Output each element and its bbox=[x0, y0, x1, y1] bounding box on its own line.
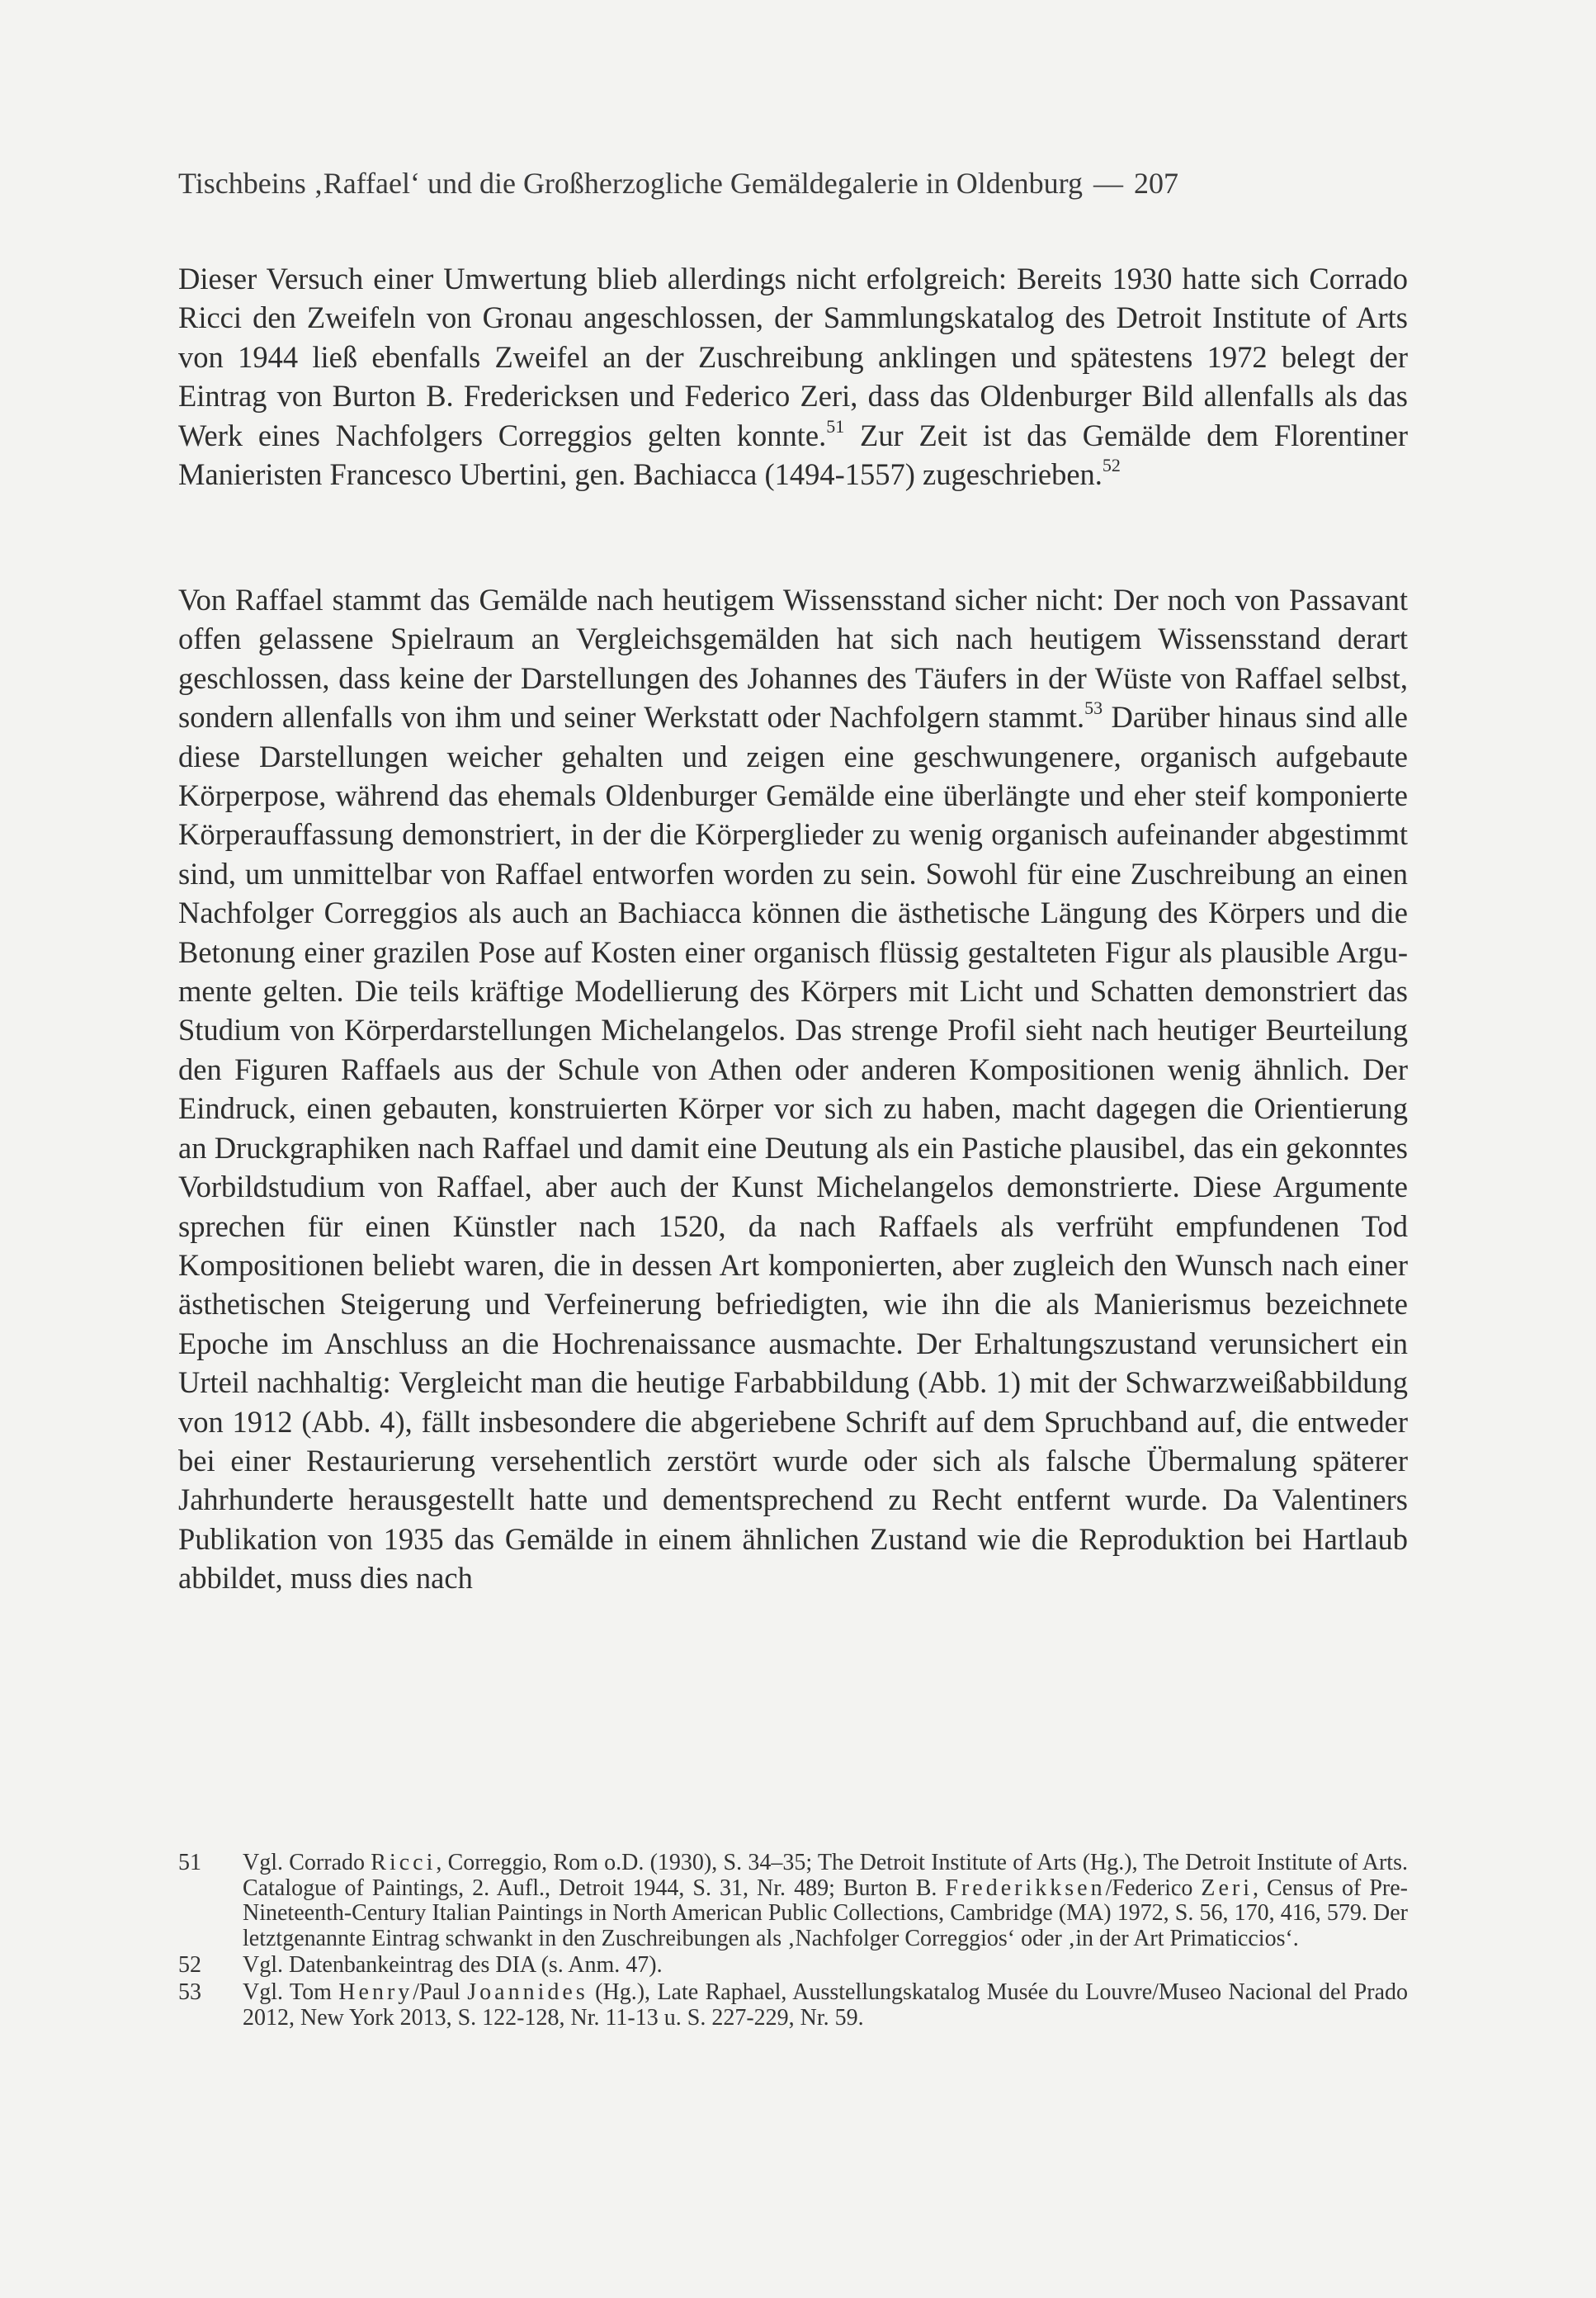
footnote-number: 51 bbox=[178, 1850, 201, 1875]
footnote-reference: 51 bbox=[826, 415, 845, 437]
footnote-53 bbox=[178, 1980, 1408, 2031]
running-head bbox=[178, 163, 1408, 203]
footnote-text-part: /Paul bbox=[413, 1979, 468, 2005]
footnote-text-part: Vgl. Corrado bbox=[243, 1850, 371, 1875]
paragraph-segment: Von Raffael stammt das Gemälde nach heutigem Wissensstand sicher nicht: Der noch von Passavant offen gelassene Spielraum an Vergleichsgemälden hat sich nach heutigem Wissensstand derart geschlossen, dass keine der Darstellungen des Johannes des Täufers in der Wüste von Raffael selbst, sondern allenfalls von ihm und seiner Werkstatt oder Nachfolgern stammt. bbox=[178, 583, 1408, 735]
author-name-spaced: Frederikksen bbox=[945, 1875, 1106, 1901]
footnote-text bbox=[243, 1851, 1408, 1951]
footnote-text bbox=[243, 1980, 1408, 2031]
footnote-text-part: Vgl. Datenbankeintrag des DIA (s. Anm. 47). bbox=[243, 1952, 663, 1979]
paragraph-segment: Zur Zeit ist das Gemälde dem Florentiner Manieristen Francesco Ubertini, gen. Bachiacca (1494-1557) zugeschrieben. bbox=[178, 418, 1409, 492]
footnote-number: 53 bbox=[178, 1979, 201, 2005]
running-head-title: Tischbeins ‚Raffael‘ und die Großherzogliche Gemäldegalerie in Oldenburg bbox=[178, 167, 1084, 200]
page-number: 207 bbox=[1134, 167, 1179, 200]
footnote-reference: 53 bbox=[1084, 697, 1103, 719]
footnotes-section bbox=[178, 1851, 1408, 2032]
author-name-spaced: Henry bbox=[338, 1979, 413, 2005]
footnote-text bbox=[243, 1953, 1408, 1979]
author-name-spaced: Zeri bbox=[1201, 1875, 1254, 1901]
paragraph-segment: Dieser Versuch einer Umwertung blieb allerdings nicht erfolgreich: Bereits 1930 hatte sich Corrado Ricci den Zweifeln von Gronau angeschlossen, der Sammlungskatalog des Detroit Institute of Arts von 1944 ließ ebenfalls Zweifel an der Zuschreibung anklingen und spätestens 1972 belegt der Eintrag von Burton B. Fredericksen und Federico Zeri, dass das Oldenburger Bild allenfalls als das Werk eines Nachfolgers Correggios gelten konnte. bbox=[178, 262, 1408, 452]
footnote-text-part: Vgl. Tom bbox=[243, 1979, 339, 2005]
footnote-text-part: /Federico bbox=[1105, 1875, 1202, 1901]
footnote-reference: 52 bbox=[1102, 455, 1121, 476]
author-name-spaced: Joannides bbox=[467, 1979, 588, 2005]
body-paragraph-1 bbox=[178, 259, 1408, 494]
paragraph-segment: Darüber hinaus sind alle diese Darstellungen weicher gehalten und zeigen eine geschwungenere, organisch aufgebaute Körperpose, während das ehemals Oldenburger Gemälde eine überlängte und eher steif komponierte Körperauffassung demonstriert, in der die Körperglieder zu wenig organisch aufeinander abgestimmt sind, um unmittelbar von Raffael entworfen worden zu sein. Sowohl für eine Zuschreibung an einen Nachfolger Correggios als auch an Bachiacca können die ästhetische Längung des Körpers und die Betonung einer grazilen Pose auf Kosten einer organisch flüssig gestalteten Figur als plausible Argumente gelten. Die teils kräftige Modellierung des Körpers mit Licht und Schatten demonstriert das Studium von Körperdarstellungen Michelangelos. Das strenge Profil sieht nach heutiger Beurteilung den Figuren Raffaels aus der Schule von Athen oder anderen Kompositionen wenig ähnlich. Der Eindruck, einen gebauten, konstruierten Körper vor sich zu haben, macht dagegen die Orientierung an Druckgraphiken nach Raffael und damit eine Deutung als ein Pastiche plausibel, das ein gekonntes Vorbildstudium von Raffael, aber auch der Kunst Michelangelos demonstrierte. Diese Argumente sprechen für einen Künstler nach 1520, da nach Raffaels als verfrüht empfundenen Tod Kompositionen beliebt waren, die in dessen Art komponierten, aber zugleich den Wunsch nach einer ästhetischen Steigerung und Verfeinerung befriedigten, wie ihn die als Manierismus bezeichnete Epoche im Anschluss an die Hochrenaissance ausmachte. Der Erhaltungszustand verunsichert ein Urteil nachhaltig: Vergleicht man die heutige Farbabbildung (Abb. 1) mit der Schwarzweißabbildung von 1912 (Abb. 4), fällt insbesondere die abgeriebene Schrift auf dem Spruchband auf, die entweder bei einer Restaurierung versehentlich zerstört wurde oder sich als falsche Übermalung späterer Jahrhunderte herausgestellt hatte und dementsprechend zu Recht entfernt wurde. Da Valentiners Publikation von 1935 das Gemälde in einem ähnlichen Zustand wie die Reproduktion bei Hartlaub abbildet, muss dies nach bbox=[178, 700, 1408, 1596]
footnote-text-part: (Hg.), Late Raphael, Ausstellungskatalog Musée du Louvre/Museo Nacional del Prado 2012, New York 2013, S. 122-128, Nr. 11-13 u. S. 227-229, Nr. 59. bbox=[243, 1979, 1409, 2031]
footnote-51 bbox=[178, 1851, 1408, 1951]
footnote-text-part: , Census of Pre-Nineteenth-Century Italian Paintings in North American Public Collections, Cambridge (MA) 1972, S. 56, 170, 416, 579. Der letztgenannte Eintrag schwankt in den Zuschreibungen als ‚Nachfolger Correggios‘ oder ‚in der Art Primaticcios‘. bbox=[243, 1875, 1408, 1951]
footnote-52 bbox=[178, 1953, 1408, 1979]
footnote-text-part: , Correggio, Rom o.D. (1930), S. 34–35; The Detroit Institute of Arts (Hg.), The Detroit Institute of Arts. Catalogue of Paintings, 2. Aufl., Detroit 1944, S. 31, Nr. 489; Burton B. bbox=[243, 1850, 1408, 1901]
running-head-separator: — bbox=[1093, 167, 1124, 200]
footnote-number: 52 bbox=[178, 1952, 201, 1979]
body-paragraph-2 bbox=[178, 580, 1408, 1598]
author-name-spaced: Ricci bbox=[371, 1850, 437, 1875]
paragraph-text bbox=[178, 259, 1408, 494]
paragraph-text bbox=[178, 580, 1408, 1598]
